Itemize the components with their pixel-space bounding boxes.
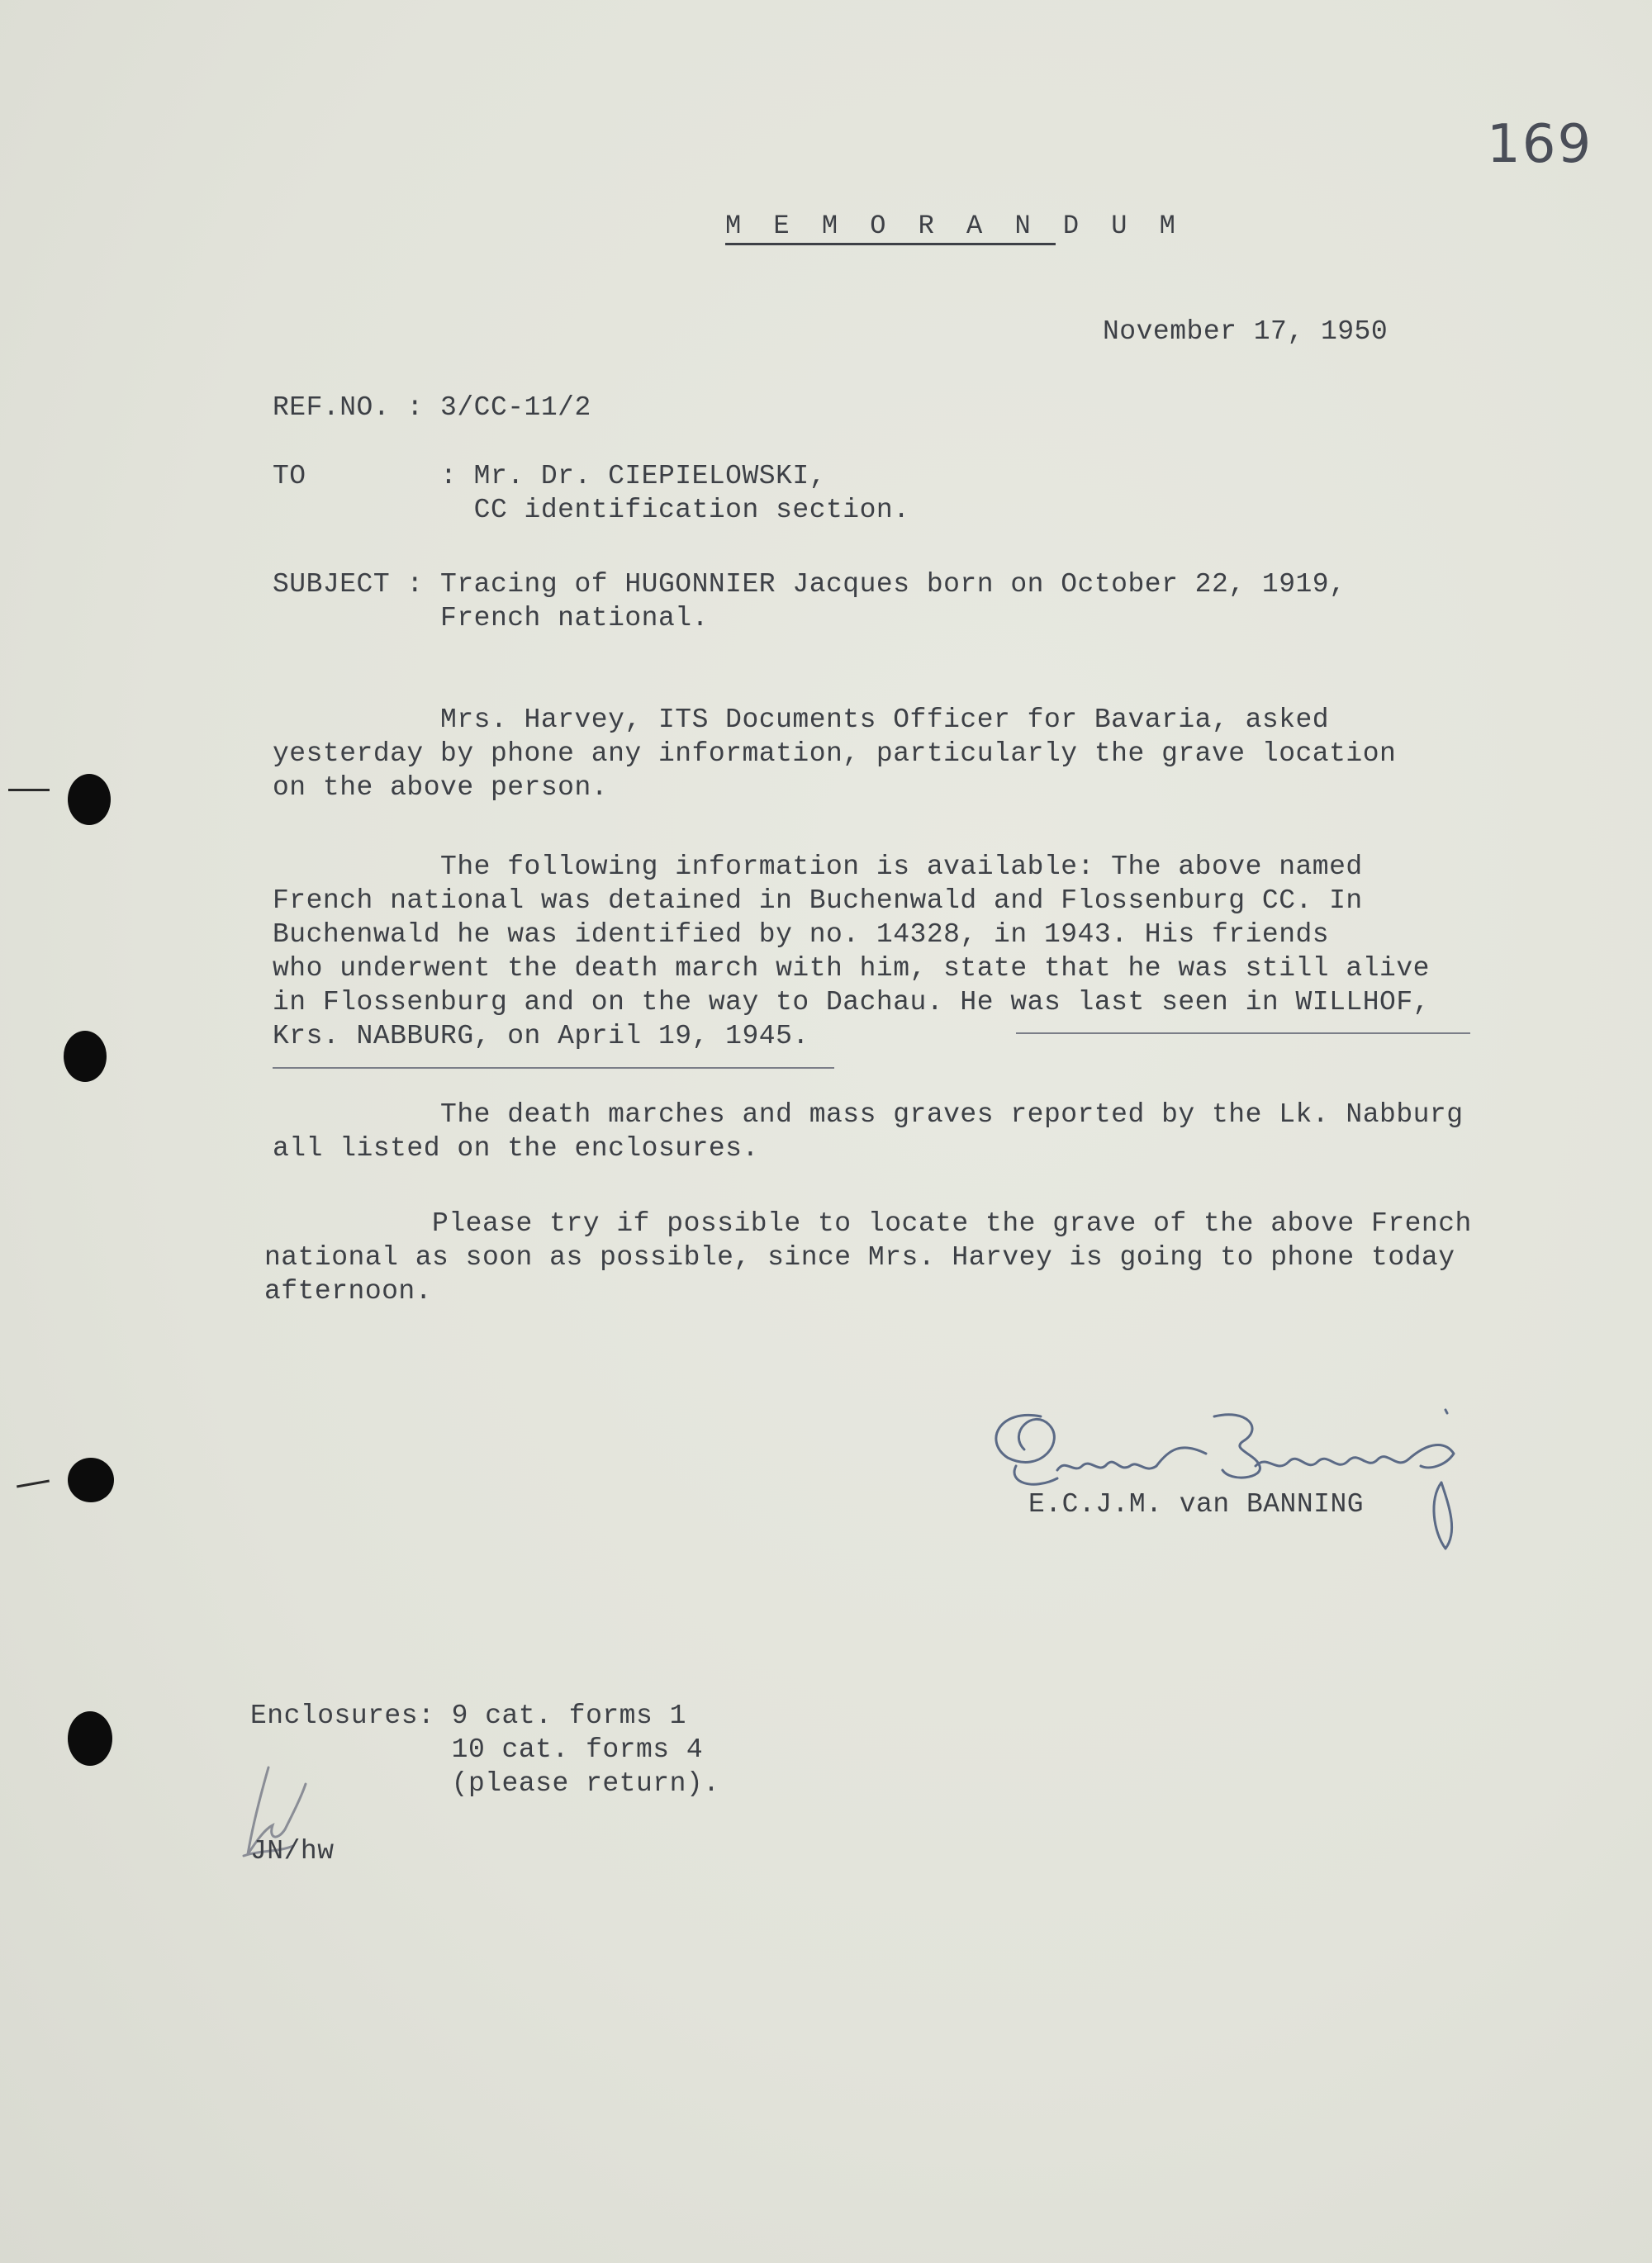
paragraph-line: who underwent the death march with him, state that he was still alive [273, 953, 1430, 984]
paragraph-line: yesterday by phone any information, particularly the grave location [273, 738, 1397, 769]
enclosures-line-3: (please return). [250, 1768, 720, 1799]
title-underline [725, 243, 1056, 245]
punch-hole-4 [68, 1711, 112, 1766]
paragraph-line: The following information is available: The above named [273, 852, 1363, 882]
paragraph-line: Please try if possible to locate the grave of the above French [264, 1208, 1472, 1239]
subject-line-2: French national. [273, 603, 709, 633]
recipient-line-1: TO : Mr. Dr. CIEPIELOWSKI, [273, 461, 827, 491]
paragraph-line: Mrs. Harvey, ITS Documents Officer for Bavaria, asked [273, 705, 1330, 735]
pencil-underline-1 [1016, 1032, 1470, 1034]
page-number: 169 [1487, 114, 1593, 175]
subject-line-1: SUBJECT : Tracing of HUGONNIER Jacques born on October 22, 1919, [273, 569, 1346, 600]
handwritten-signature [983, 1392, 1479, 1565]
reference-number: REF.NO. : 3/CC-11/2 [273, 392, 591, 423]
punch-hole-1 [68, 774, 111, 825]
typist-initials: JN/hw [250, 1836, 335, 1867]
typed-signature-name: E.C.J.M. van BANNING [1028, 1489, 1365, 1520]
paragraph-line: national as soon as possible, since Mrs. Harvey is going to phone today [264, 1242, 1455, 1273]
paragraph-line: Krs. NABBURG, on April 19, 1945. [273, 1021, 809, 1051]
paragraph-line: Buchenwald he was identified by no. 14328, in 1943. His friends [273, 919, 1330, 950]
paragraph-line: French national was detained in Buchenwald and Flossenburg CC. In [273, 885, 1363, 916]
paragraph-line: The death marches and mass graves reported by the Lk. Nabburg [273, 1099, 1464, 1130]
enclosures-line-1: Enclosures: 9 cat. forms 1 [250, 1701, 686, 1731]
punch-hole-2 [64, 1031, 107, 1082]
enclosures-line-2: 10 cat. forms 4 [250, 1734, 704, 1765]
paragraph-line: all listed on the enclosures. [273, 1133, 759, 1164]
paragraph-line: in Flossenburg and on the way to Dachau. He was last seen in WILLHOF, [273, 987, 1430, 1018]
memo-title: M E M O R A N D U M [725, 211, 1184, 241]
punch-mark-1 [8, 789, 50, 791]
punch-hole-3 [68, 1458, 114, 1502]
pencil-underline-2 [273, 1067, 834, 1069]
paragraph-line: afternoon. [264, 1276, 433, 1307]
recipient-line-2: CC identification section. [273, 495, 910, 525]
memo-date: November 17, 1950 [1103, 316, 1389, 347]
paragraph-line: on the above person. [273, 772, 609, 803]
punch-mark-2 [17, 1480, 50, 1488]
